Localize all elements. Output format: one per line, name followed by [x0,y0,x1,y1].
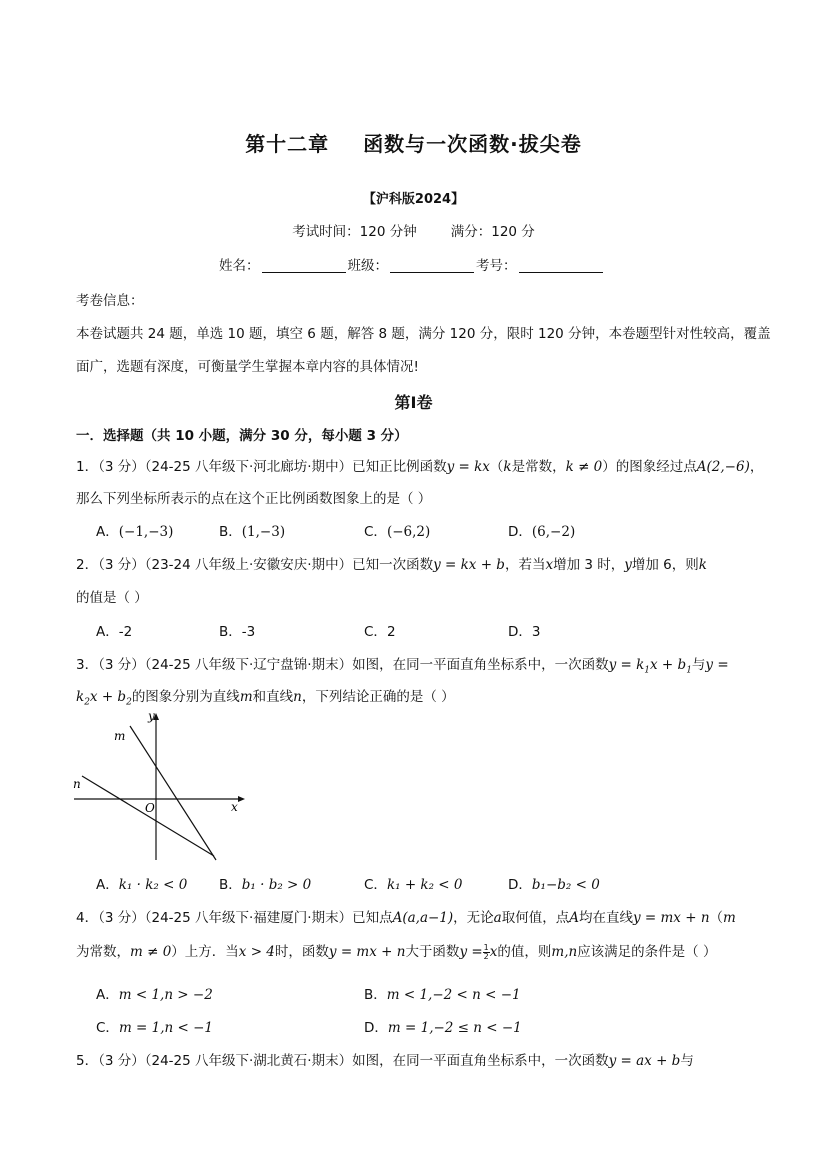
class-label: 班级： [347,258,388,274]
q4-option-c[interactable]: C．m = 1,n < −1 [96,1020,214,1036]
q2-option-b[interactable]: B．-3 [219,624,256,640]
line-n [82,776,214,856]
q1-option-c[interactable]: C．(−6,2) [364,524,431,540]
fraction-one-half: $\frac{1}{2}$ [483,942,489,961]
question-4: 4．（3 分）（24-25 八年级下·福建厦门·期末）已知点A(a,a−1)，无论a取何值，点A均在直线y = mx + n（m [76,910,736,926]
id-label: 考号： [476,258,517,274]
x-axis-arrow [238,796,245,802]
id-blank[interactable] [519,258,603,273]
info-heading: 考卷信息： [76,293,144,309]
q2-option-c[interactable]: C．2 [364,624,396,640]
exam-info [0,220,827,240]
origin-label: O [145,801,155,815]
line-n-label: n [73,777,81,791]
edition-label: 【沪科版2024】 [362,192,465,207]
q1-option-a[interactable]: A．(−1,−3) [96,524,174,540]
page-title [0,128,827,157]
name-blank[interactable] [262,258,346,273]
info-line-2: 面广，选题有深度，可衡量学生掌握本章内容的具体情况! [76,359,419,375]
q3-option-b[interactable]: B．b₁ · b₂ > 0 [219,877,312,893]
q3-option-a[interactable]: A．k₁ · k₂ < 0 [96,877,188,893]
name-label: 姓名： [219,258,260,274]
question-1: 1．（3 分）（24-25 八年级下·河北廊坊·期中）已知正比例函数y = kx（k是常数，k ≠ 0）的图象经过点A(2,−6)， [76,459,764,475]
info-line-1: 本卷试题共 24 题，单选 10 题，填空 6 题，解答 8 题，满分 120 分，限时 120 分钟，本卷题型针对性较高，覆盖 [76,326,771,342]
q4-option-d[interactable]: D．m = 1,−2 ≤ n < −1 [364,1020,522,1036]
q1-option-b[interactable]: B．(1,−3) [219,524,286,540]
class-blank[interactable] [390,258,474,273]
question-5: 5．（3 分）（24-25 八年级下·湖北黄石·期末）如图，在同一平面直角坐标系中，一次函数y = ax + b与 [76,1053,694,1069]
q3-option-c[interactable]: C．k₁ + k₂ < 0 [364,877,463,893]
q2-option-a[interactable]: A．-2 [96,624,133,640]
topic-label: 函数与一次函数·拔尖卷 [363,132,582,156]
y-axis-label: y [148,709,155,723]
line-m [130,726,216,860]
question-2: 2．（3 分）（23-24 八年级上·安徽安庆·期中）已知一次函数y = kx + b，若当x增加 3 时，y增加 6，则k [76,557,707,573]
x-axis-label: x [231,800,238,814]
question-3: 3．（3 分）（24-25 八年级下·辽宁盘锦·期末）如图，在同一平面直角坐标系中，一次函数$y = k_1x + b_1$与y = [76,657,729,676]
question-3-line-2: $k_2x + b_2$的图象分别为直线m和直线n，下列结论正确的是（ ） [76,689,455,708]
q4-option-b[interactable]: B．m < 1,−2 < n < −1 [364,987,521,1003]
q2-option-d[interactable]: D．3 [508,624,541,640]
exam-time: 考试时间：120 分钟 [292,224,417,240]
student-fields [219,254,605,274]
q4-option-a[interactable]: A．m < 1,n > −2 [96,987,213,1003]
chapter-label: 第十二章 [245,132,330,156]
line-m-label: m [114,729,126,743]
q3-option-d[interactable]: D．b₁−b₂ < 0 [508,877,600,893]
q3-graph [70,704,250,864]
question-4-line-2: 为常数，m ≠ 0）上方．当x > 4时，函数y = mx + n大于函数y = $\frac{1}{2}$ x的值，则m,n应该满足的条件是（ ） [76,942,717,961]
part-heading: 一．选择题（共 10 小题，满分 30 分，每小题 3 分） [76,428,408,444]
section-title: 第Ⅰ卷 [394,393,433,412]
question-1-line-2: 那么下列坐标所表示的点在这个正比例函数图象上的是（ ） [76,491,432,507]
exam-score: 满分：120 分 [450,224,535,240]
q1-option-d[interactable]: D．(6,−2) [508,524,576,540]
question-2-line-2: 的值是（ ） [76,590,148,606]
